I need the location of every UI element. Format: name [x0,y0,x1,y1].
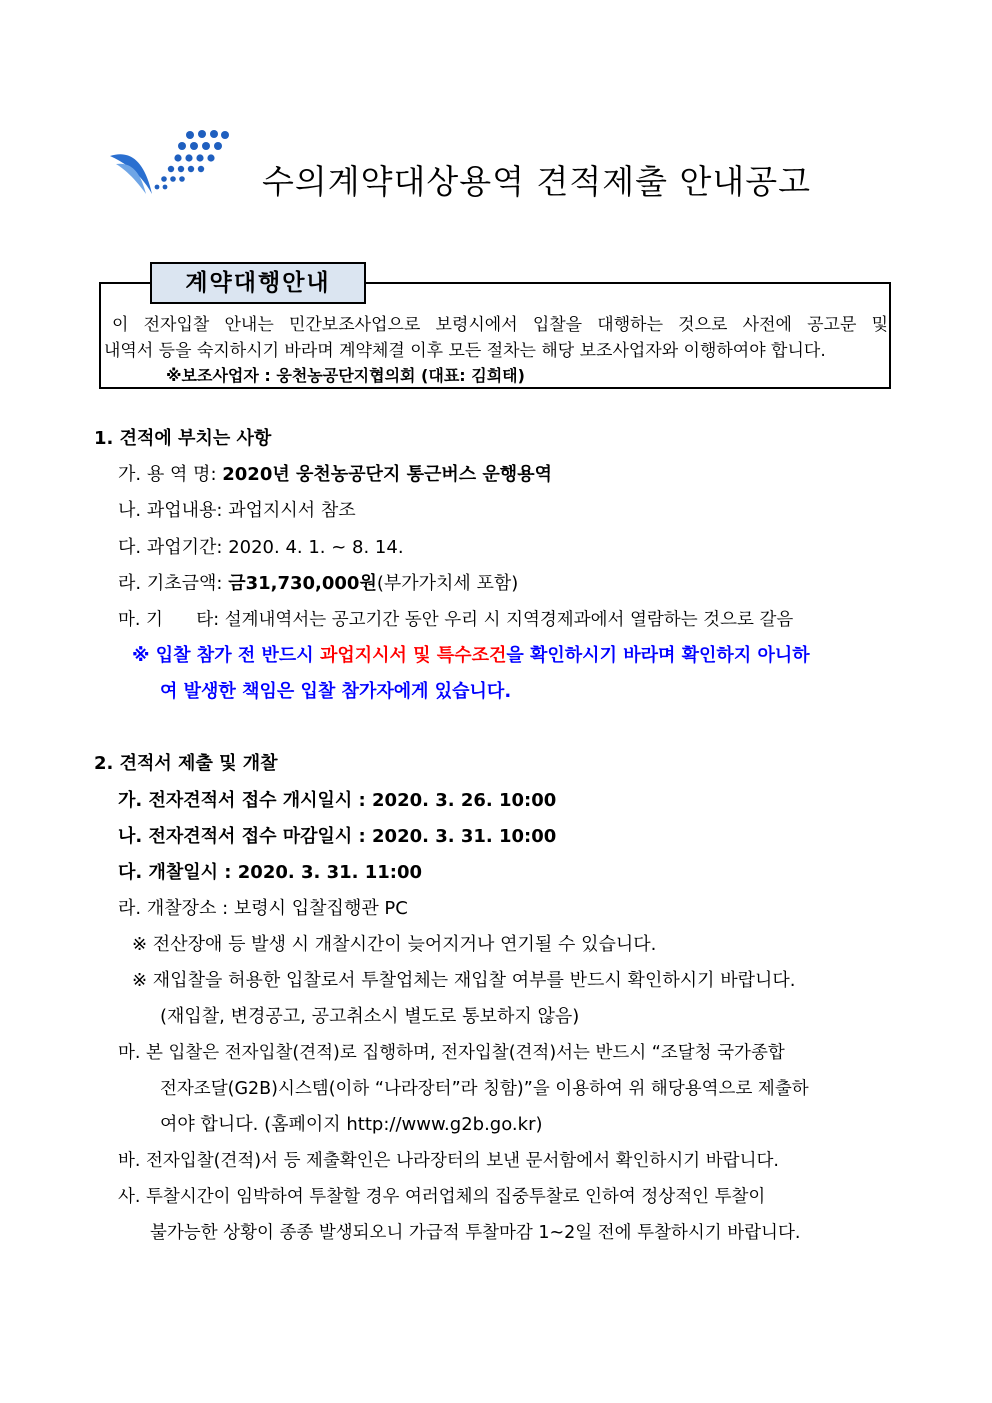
contract-notice-line2: 내역서 등을 숙지하시기 바라며 계약체결 이후 모든 절차는 해당 보조사업자와 이행하여야 합니다. [104,341,826,361]
section2-item-e-line1: 마. 본 입찰은 전자입찰(견적)로 집행하며, 전자입찰(견적)서는 반드시 “조달청 국가종합 [118,1043,785,1063]
section2-item-d: 라. 개찰장소 : 보령시 입찰집행관 PC [118,898,408,919]
section2-note2b: (재입찰, 변경공고, 공고취소시 별도로 통보하지 않음) [160,1006,580,1027]
section2-heading: 2. 견적서 제출 및 개찰 [94,753,278,774]
section1-notice-line2: 여 발생한 책임은 입찰 참가자에게 있습니다. [160,681,512,702]
section2-item-g-line1: 사. 투찰시간이 임박하여 투찰할 경우 여러업체의 집중투찰로 인하여 정상적인 투찰이 [118,1187,766,1207]
section1-item-d: 라. 기초금액: 금31,730,000원(부가가치세 포함) [118,573,519,594]
city-logo-icon [108,128,232,198]
section2-item-a: 가. 전자견적서 접수 개시일시 : 2020. 3. 26. 10:00 [118,790,557,811]
section1-item-b: 나. 과업내용: 과업지시서 참조 [118,500,356,521]
section1-item-a: 가. 용 역 명: 2020년 웅천농공단지 통근버스 운행용역 [118,464,552,485]
contract-notice-sub: ※보조사업자 : 웅천농공단지협의회 (대표: 김희태) [166,366,525,385]
section2-item-c: 다. 개찰일시 : 2020. 3. 31. 11:00 [118,862,423,883]
section1-item-e: 마. 기 타: 설계내역서는 공고기간 동안 우리 시 지역경제과에서 열람하는 것으로 갈음 [118,610,794,630]
section2-note1: ※ 전산장애 등 발생 시 개찰시간이 늦어지거나 연기될 수 있습니다. [132,934,657,955]
section2-item-b: 나. 전자견적서 접수 마감일시 : 2020. 3. 31. 10:00 [118,826,557,847]
page-title: 수의계약대상용역 견적제출 안내공고 [262,162,812,201]
section1-notice-line1: ※ 입찰 참가 전 반드시 과업지시서 및 특수조건을 확인하시기 바라며 확인하지 아니하 [132,645,810,666]
contract-notice-label: 계약대행안내 [150,262,366,304]
section1-item-c: 다. 과업기간: 2020. 4. 1. ~ 8. 14. [118,537,404,558]
section2-item-g-line2: 불가능한 상황이 종종 발생되오니 가급적 투찰마감 1~2일 전에 투찰하시기 바랍니다. [150,1223,801,1243]
section1-heading: 1. 견적에 부치는 사항 [94,428,272,449]
contract-notice-line1: 이 전자입찰 안내는 민간보조사업으로 보령시에서 입찰을 대행하는 것으로 사전에 공고문 및 [112,315,888,335]
section2-item-e-line3: 여야 합니다. (홈페이지 http://www.g2b.go.kr) [160,1114,543,1135]
section2-note2: ※ 재입찰을 허용한 입찰로서 투찰업체는 재입찰 여부를 반드시 확인하시기 바랍니다. [132,970,796,991]
section2-item-e-line2: 전자조달(G2B)시스템(이하 “나라장터”라 칭함)”을 이용하여 위 해당용역으로 제출하 [160,1079,809,1099]
section2-item-f: 바. 전자입찰(견적)서 등 제출확인은 나라장터의 보낸 문서함에서 확인하시기 바랍니다. [118,1151,779,1171]
